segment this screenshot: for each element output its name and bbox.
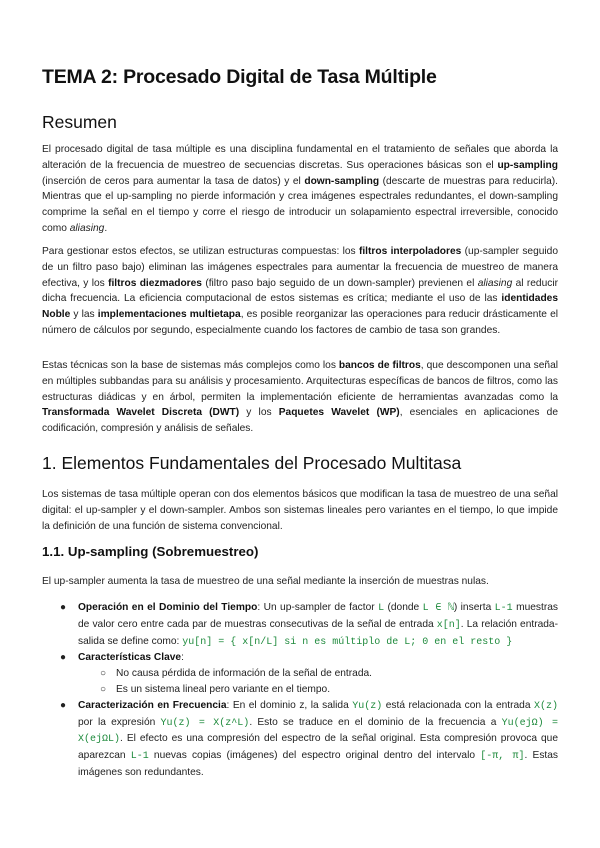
resumen-paragraph-2: Para gestionar estos efectos, se utilizan estructuras compuestas: los filtros interpoladores (up-sampler seguido de un filtro paso bajo) eliminan las imágenes espectrales para aumentar la frecuencia de muestreo de manera efectiva, y los filtros diezmadores (filtro paso bajo seguido de un down-sampler) previenen el aliasing al reducir dicha frecuencia. La eficiencia computacional de estos sistemas es crítica; mediante el uso de las identidades Noble y las implementaciones multietapa, es posible reorganizar las operaciones para reducir drásticamente el número de cálculos por segundo, especialmente cuando los factores de cambio de tasa son grandes.: [42, 246, 559, 336]
list-item-frequency: ● Caracterización en Frecuencia: En el dominio z, la salida Yu(z) está relacionada con la entrada X(z) por la expresión Yu(z) = X(z^L). Esto se traduce en el dominio de la frecuencia a Yu(ejΩ) = X(ejΩL). El efecto es una compresión del espectro de la señal original. Esta compresión provoca que aparezcan L-1 nuevas copias (imágenes) del espectro original dentro del intervalo [-π, π]. Estas imágenes son redundantes.: [60, 699, 559, 778]
resumen-paragraph-3: Estas técnicas son la base de sistemas más complejos como los bancos de filtros, que descomponen una señal en múltiples subbandas para su análisis y procesamiento. Arquitecturas específicas de bancos de filtros, como las estructuras diádicas y en árbol, permiten la implementación eficiente de herramientas avanzadas como la Transformada Wavelet Discreta (DWT) y los Paquetes Wavelet (WP), esenciales en aplicaciones de codificación, compresión y análisis de señales.: [42, 360, 559, 435]
resumen-heading: Resumen: [42, 112, 117, 132]
sublist-item: ○ No causa pérdida de información de la señal de entrada.: [78, 666, 558, 682]
bullet-icon: ●: [60, 699, 67, 711]
list-item-key-features: ● Características Clave: ○ No causa pérdida de información de la señal de entrada. ○ Es un sistema lineal pero variante en el tiempo.: [42, 650, 558, 697]
circle-bullet-icon: ○: [100, 683, 107, 695]
page-title: TEMA 2: Procesado Digital de Tasa Múltiple: [42, 66, 437, 88]
circle-bullet-icon: ○: [100, 668, 107, 680]
key-features-sublist: [78, 666, 558, 698]
section-1-heading: 1. Elementos Fundamentales del Procesado Multitasa: [42, 453, 462, 473]
bullet-icon: ●: [60, 602, 67, 613]
section-1-intro: Los sistemas de tasa múltiple operan con dos elementos básicos que modifican la tasa de muestreo de una señal digital: el up-sampler y el down-sampler. Ambos son sistemas lineales pero variantes en el tiempo, lo que impide la definición de una función de sistema convencional.: [42, 489, 558, 532]
sublist-item: ○ Es un sistema lineal pero variante en el tiempo.: [78, 682, 558, 698]
key-points-list: [42, 600, 558, 781]
resumen-paragraph-1: El procesado digital de tasa múltiple es una disciplina fundamental en el tratamiento de señales que aborda la alteración de la frecuencia de muestreo de secuencias discretas. Sus operaciones básicas son el up-sampling (inserción de ceros para aumentar la tasa de datos) y el down-sampling (descarte de muestras para reducirla). Mientras que el up-sampling no pierde información y crea imágenes espectrales redundantes, el down-sampling comprime la señal en el tiempo y corre el riesgo de introducir un solapamiento espectral irreversible, conocido como aliasing.: [42, 144, 559, 234]
subsection-1-1-heading: 1.1. Up-sampling (Sobremuestreo): [42, 544, 259, 559]
subsection-1-1-intro: El up-sampler aumenta la tasa de muestreo de una señal mediante la inserción de muestras nulas.: [42, 576, 489, 587]
list-item-time-domain: ● Operación en el Dominio del Tiempo: Un up-sampler de factor L (donde L ∈ ℕ) inserta L-1 muestras de valor cero entre cada par de muestras consecutivas de la señal de entrada x[n]. La relación entrada-salida se define como: yu[n] = { x[n/L] si n es múltiplo de L; 0 en el resto }: [60, 602, 558, 648]
bullet-icon: ●: [60, 652, 67, 664]
